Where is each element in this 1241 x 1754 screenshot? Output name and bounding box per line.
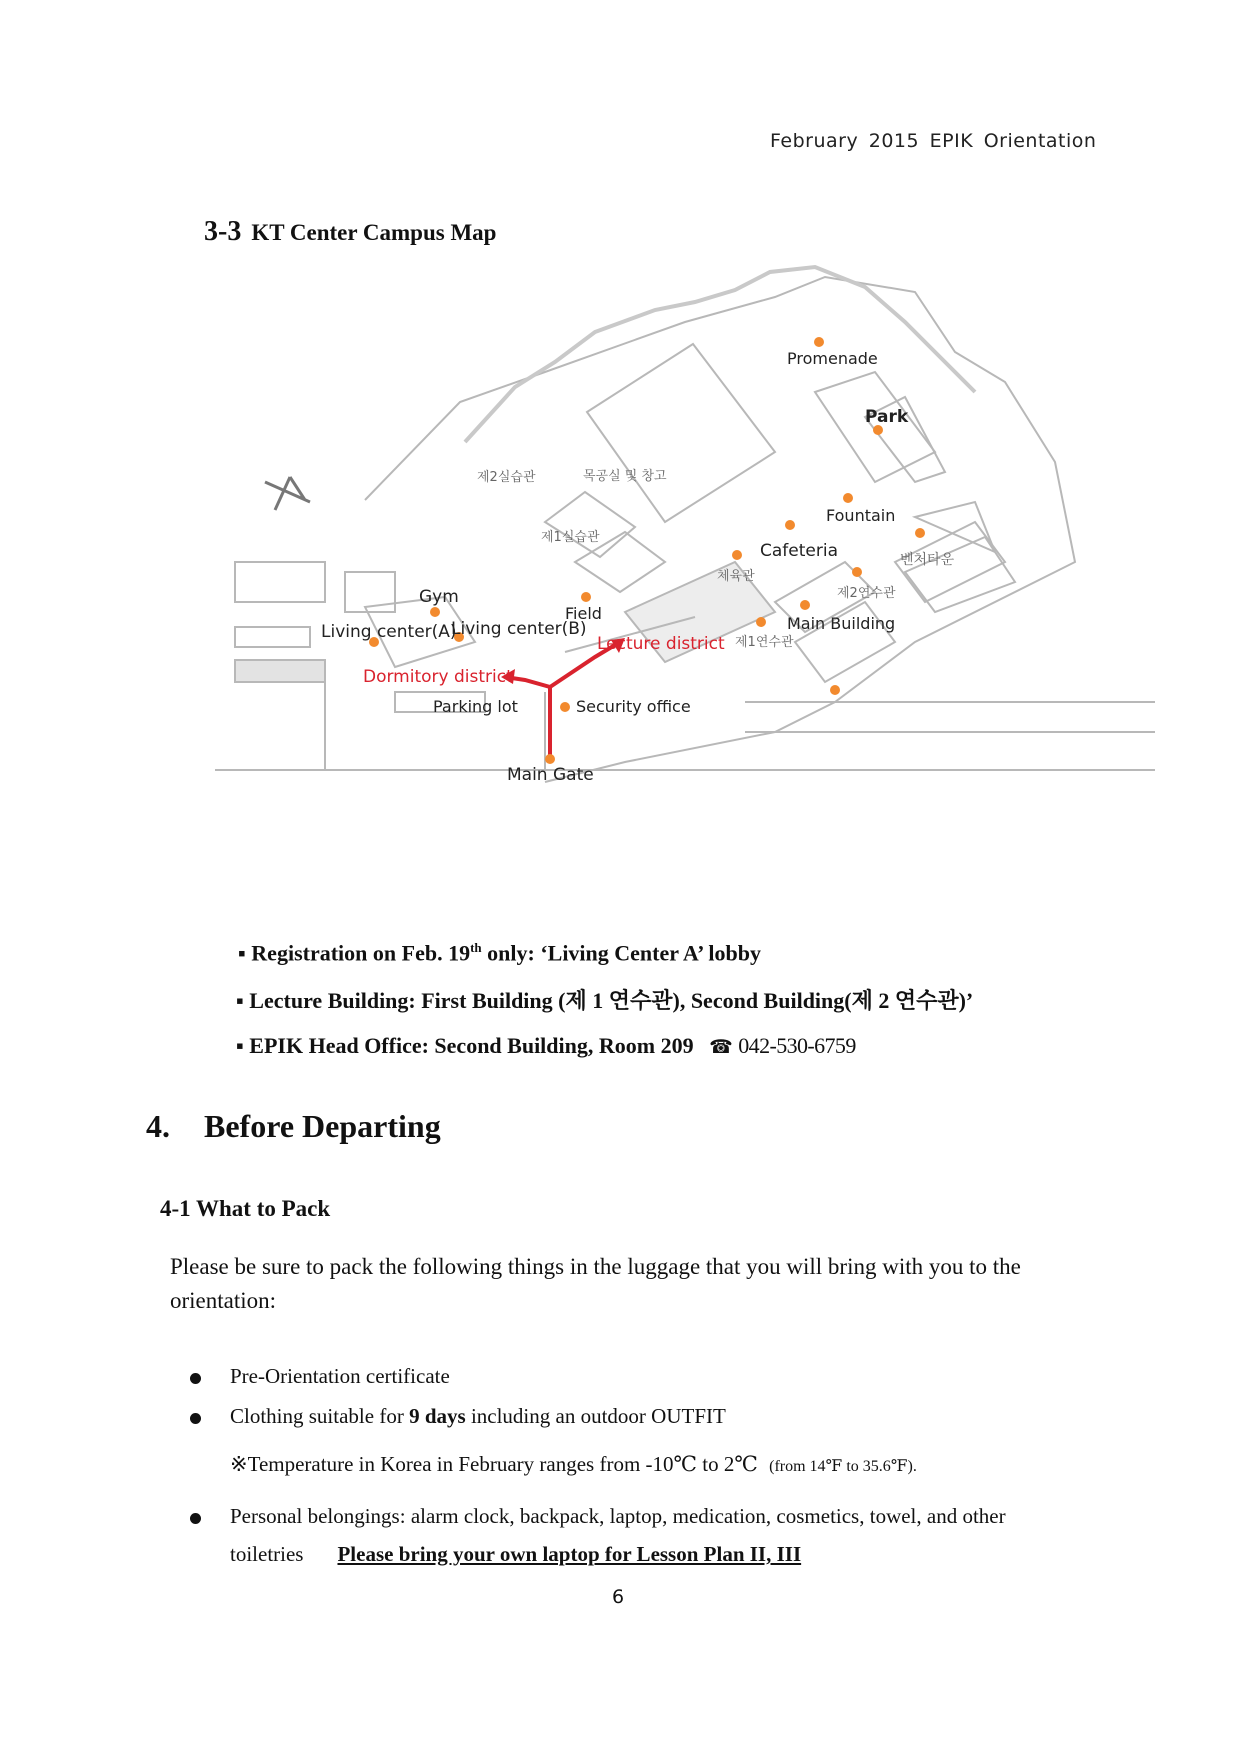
note-superscript: th xyxy=(470,940,482,955)
text-segment: Clothing suitable for xyxy=(230,1404,410,1428)
temperature-text: ※Temperature in Korea in February ranges from -10℃ to 2℃ xyxy=(230,1452,758,1476)
map-marker xyxy=(430,607,440,617)
bullet-icon xyxy=(190,1413,201,1424)
map-marker xyxy=(830,685,840,695)
map-label-park: Park xyxy=(865,407,909,427)
note-registration xyxy=(238,940,761,966)
map-marker xyxy=(560,702,570,712)
list-item-text: Personal belongings: alarm clock, backpack, laptop, medication, cosmetics, towel, and other xyxy=(230,1504,1006,1528)
section-number: 3-3 xyxy=(204,216,242,247)
note-text: ▪ EPIK Head Office: Second Building, Room 209 xyxy=(236,1033,694,1058)
map-label-cafeteria: Cafeteria xyxy=(760,541,838,561)
temperature-fahrenheit: (from 14℉ to 35.6℉). xyxy=(769,1458,917,1475)
building-block xyxy=(235,660,325,682)
list-item-text: Pre-Orientation certificate xyxy=(230,1364,450,1388)
note-lecture-building: ▪ Lecture Building: First Building (제 1 연수관), Second Building(제 2 연수관)’ xyxy=(236,988,974,1013)
map-label-parking-lot: Parking lot xyxy=(433,697,518,716)
temperature-note xyxy=(230,1452,917,1477)
map-label-field: Field xyxy=(565,604,602,623)
map-label-gym: Gym xyxy=(419,587,459,607)
building-block xyxy=(915,502,995,552)
section-heading-3-3 xyxy=(204,216,496,248)
building-block xyxy=(235,627,310,647)
map-marker xyxy=(915,528,925,538)
phone-icon: ☎ xyxy=(709,1036,733,1058)
page-header: February 2015 EPIK Orientation xyxy=(770,130,1097,152)
map-marker xyxy=(756,617,766,627)
map-marker xyxy=(800,600,810,610)
text-segment: including an outdoor OUTFIT xyxy=(465,1404,726,1428)
pack-intro-paragraph: Please be sure to pack the following things in the luggage that you will bring with you to the orientation: xyxy=(170,1254,1021,1313)
section-number: 4. xyxy=(146,1108,170,1144)
map-label-living-a: Living center(A) xyxy=(321,622,457,642)
note-text: only: ‘Living Center A’ lobby xyxy=(481,940,761,966)
note-head-office xyxy=(236,1033,856,1059)
map-label-main-building: Main Building xyxy=(787,614,896,633)
section-title: Before Departing xyxy=(204,1108,441,1144)
section-title: KT Center Campus Map xyxy=(251,220,497,245)
map-label-gym-kr: 체육관 xyxy=(717,569,755,584)
map-marker xyxy=(732,550,742,560)
laptop-reminder: Please bring your own laptop for Lesson Plan II, III xyxy=(337,1542,802,1566)
map-label-dormitory-district: Dormitory district xyxy=(363,667,513,687)
bullet-icon xyxy=(190,1513,201,1524)
map-marker xyxy=(785,520,795,530)
phone-number: 042-530-6759 xyxy=(738,1033,856,1058)
map-label-woodshop: 목공실 및 창고 xyxy=(583,469,667,484)
map-label-venture-town: 벤처타운 xyxy=(900,552,955,568)
map-label-living-b: Living center(B) xyxy=(451,619,587,639)
list-item-text xyxy=(230,1404,726,1429)
map-label-first-practice: 제1실습관 xyxy=(541,530,600,545)
text-segment: toiletries xyxy=(230,1542,304,1566)
list-item-text xyxy=(230,1542,801,1567)
north-arrow-icon xyxy=(265,477,310,510)
map-label-security-office: Security office xyxy=(576,697,691,716)
map-marker xyxy=(852,567,862,577)
map-marker xyxy=(581,592,591,602)
building-block xyxy=(587,344,775,522)
map-label-promenade: Promenade xyxy=(787,349,878,368)
campus-map xyxy=(215,262,1155,920)
map-label-fountain: Fountain xyxy=(826,506,896,525)
building-block xyxy=(235,562,325,602)
note-text: ▪ Registration on Feb. 19 xyxy=(238,940,471,966)
building-block xyxy=(545,492,635,557)
map-label-lecture-district: Lecture district xyxy=(597,634,725,654)
section-heading-4-1: 4-1 What to Pack xyxy=(160,1196,331,1221)
map-label-second-training: 제2연수관 xyxy=(837,586,896,601)
page-number: 6 xyxy=(612,1586,625,1608)
bullet-icon xyxy=(190,1373,201,1384)
map-marker xyxy=(814,337,824,347)
map-label-main-gate: Main Gate xyxy=(507,765,594,785)
route-line xyxy=(505,677,550,757)
map-label-first-training: 제1연수관 xyxy=(735,635,794,650)
map-marker xyxy=(843,493,853,503)
map-label-second-practice: 제2실습관 xyxy=(477,470,536,485)
map-marker xyxy=(545,754,555,764)
text-bold: 9 days xyxy=(409,1404,466,1428)
section-heading-4 xyxy=(146,1108,441,1145)
